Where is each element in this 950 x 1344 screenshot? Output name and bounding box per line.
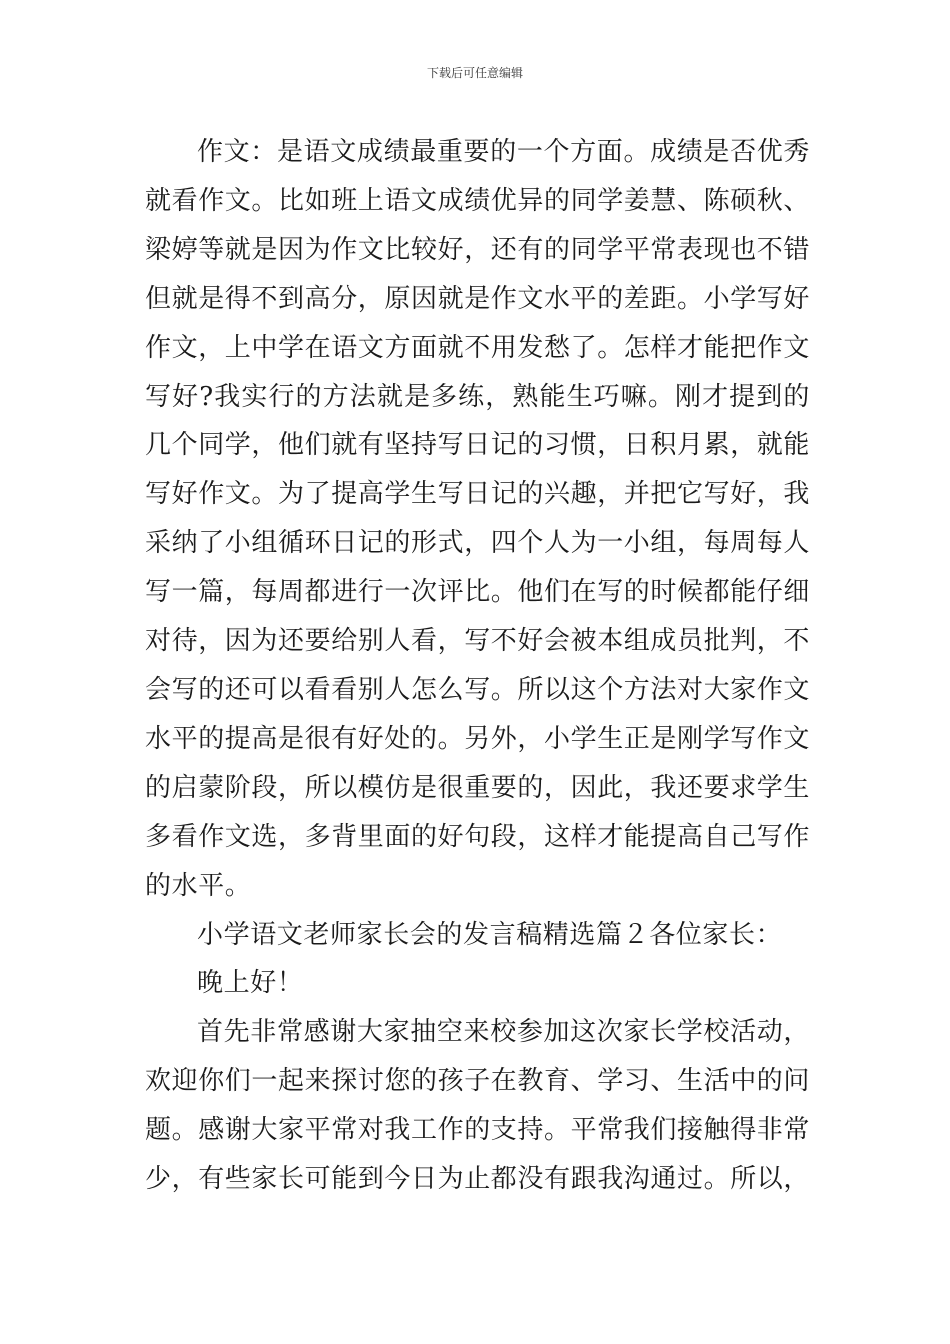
paragraph-essay: 作文：是语文成绩最重要的一个方面。成绩是否优秀就看作文。比如班上语文成绩优异的同学姜慧、陈硕秋、梁婷等就是因为作文比较好，还有的同学平常表现也不错但就是得不到高分，原因就是作文水平的差距。小学写好作文，上中学在语文方面就不用发愁了。怎样才能把作文写好?我实行的方法就是多练，熟能生巧嘛。刚才提到的几个同学，他们就有坚持写日记的习惯，日积月累，就能写好作文。为了提高学生写日记的兴趣，并把它写好，我采纳了小组循环日记的形式，四个人为一小组，每周每人写一篇，每周都进行一次评比。他们在写的时候都能仔细对待，因为还要给别人看，写不好会被本组成员批判，不会写的还可以看看别人怎么写。所以这个方法对大家作文水平的提高是很有好处的。另外，小学生正是刚学写作文的启蒙阶段，所以模仿是很重要的，因此，我还要求学生多看作文选，多背里面的好句段，这样才能提高自己写作的水平。: [145, 137, 811, 901]
page-header: 下载后可任意编辑: [426, 66, 523, 80]
paragraph-greeting: 晚上好！: [197, 968, 304, 999]
paragraph-opening: 首先非常感谢大家抽空来校参加这次家长学校活动，欢迎你们一起来探讨您的孩子在教育、学习、生活中的问题。感谢大家平常对我工作的支持。平常我们接触得非常少，有些家长可能到今日为止都没有跟我沟通过。所以，: [145, 1017, 811, 1195]
paragraph-title: 小学语文老师家长会的发言稿精选篇２各位家长：: [197, 919, 783, 950]
document-body: [145, 128, 810, 1204]
